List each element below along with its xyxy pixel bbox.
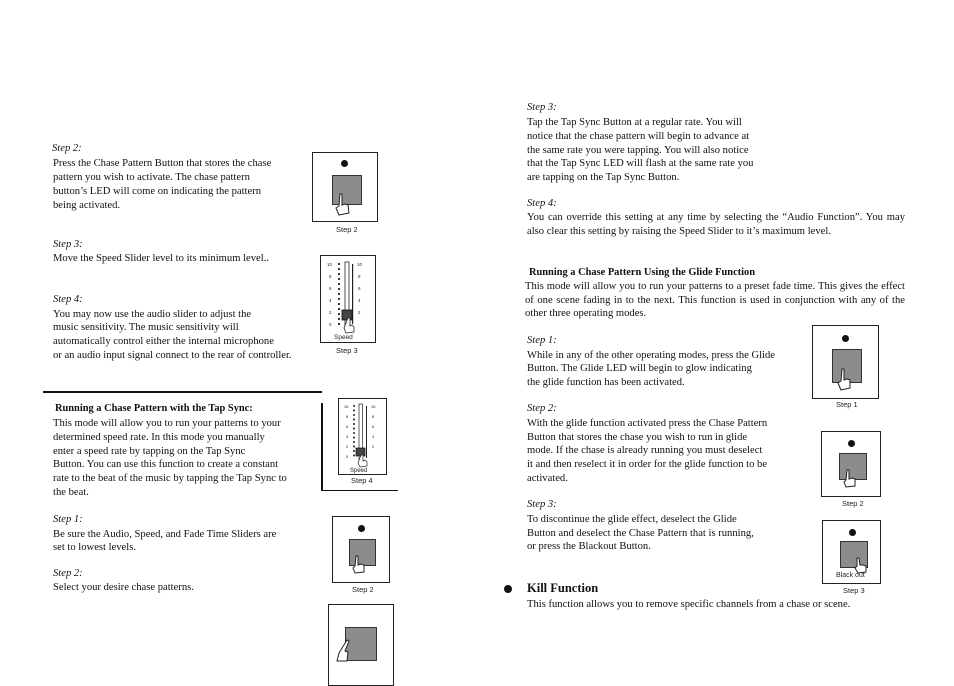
- step-label: Step 4:: [53, 294, 83, 305]
- body-line: To discontinue the glide effect, deselect the Glide: [527, 514, 737, 525]
- body-paragraph: This mode will allow you to run your patterns to a preset fade time. This gives the effect of one scene fading in to the next. This function is used in conjunction with any of the other three operating modes.: [525, 281, 905, 320]
- body-line: set to lowest levels.: [53, 542, 136, 553]
- body-line: rate to the beat of the music by tapping the Tap Sync to: [53, 473, 287, 484]
- step-label: Step 2:: [52, 143, 82, 154]
- scale-label: 4: [358, 298, 361, 303]
- led-indicator: [358, 525, 365, 532]
- slider-knob: [356, 448, 365, 456]
- scale-label: 10: [371, 404, 376, 409]
- scale-label: 2: [346, 444, 349, 449]
- chase-button-figure: [312, 152, 378, 222]
- section-divider-vertical: [321, 403, 323, 491]
- body-line: music sensitivity. The music sensitivity will: [53, 322, 239, 333]
- speed-slider-figure: [338, 398, 387, 475]
- pointing-hand-icon: [335, 193, 351, 217]
- body-line: enter a speed rate by tapping on the Tap Sync: [53, 446, 246, 457]
- section-heading: Running a Chase Pattern Using the Glide Function: [529, 267, 756, 278]
- body-line: are tapping on the Tap Sync Button.: [527, 172, 680, 183]
- step-label: Step 3:: [527, 499, 557, 510]
- slider-label: Speed: [350, 468, 368, 474]
- step-label: Step 1:: [53, 514, 83, 525]
- step-label: Step 4:: [527, 198, 557, 209]
- scale-label: 2: [372, 444, 375, 449]
- chase-button-figure: [332, 516, 390, 583]
- body-line: This mode will allow you to run your patterns to your: [53, 418, 281, 429]
- body-line: Button. You can use this function to create a constant: [53, 459, 279, 470]
- figure-caption: Step 2: [336, 225, 358, 234]
- body-line: Button and deselect the Chase Pattern that is running,: [527, 528, 754, 539]
- step-label: Step 3:: [53, 239, 83, 250]
- step-label: Step 2:: [53, 568, 83, 579]
- scale-label: 6: [329, 286, 332, 291]
- body-line: While in any of the other operating modes, press the Glide: [527, 350, 776, 361]
- scale-label: 6: [372, 424, 375, 429]
- body-line: With the glide function activated press the Chase Pattern: [527, 418, 768, 429]
- figure-caption: Step 3: [843, 586, 865, 595]
- chase-button-figure: [328, 604, 394, 686]
- figure-caption: Step 2: [352, 585, 374, 594]
- body-line: the glide function has been activated.: [527, 377, 685, 388]
- bullet-icon: [504, 585, 512, 593]
- body-line: notice that the chase pattern will begin to advance at: [527, 131, 750, 142]
- led-indicator: [848, 440, 855, 447]
- scale-label: 10: [327, 262, 333, 267]
- led-indicator: [842, 335, 849, 342]
- body-line: the same rate you were tapping. You will also notice: [527, 145, 749, 156]
- body-line: being activated.: [53, 200, 121, 211]
- body-line: automatically control either the internal microphone: [53, 336, 274, 347]
- slider-knob: [342, 310, 352, 320]
- body-line: This function allows you to remove specific channels from a chase or scene.: [527, 599, 851, 610]
- scale-label: 6: [358, 286, 361, 291]
- section-heading: Running a Chase Pattern with the Tap Sync:: [55, 403, 253, 414]
- scale-label: 0: [346, 454, 349, 459]
- section-divider: [43, 391, 322, 393]
- body-line: Tap the Tap Sync Button at a regular rate. You will: [527, 117, 742, 128]
- body-line: activated.: [527, 473, 568, 484]
- figure-caption: Step 1: [836, 400, 858, 409]
- body-line: pattern you wish to activate. The chase pattern: [53, 172, 250, 183]
- body-line: that the Tap Sync LED will flash at the same rate you: [527, 158, 754, 169]
- chase-button-figure: [821, 431, 881, 497]
- scale-label: 4: [346, 434, 349, 439]
- body-line: You may now use the audio slider to adjust the: [53, 309, 252, 320]
- figure-caption: Step 4: [351, 476, 373, 485]
- section-heading: Kill Function: [527, 581, 599, 595]
- led-indicator: [849, 529, 856, 536]
- section-divider: [321, 490, 398, 491]
- body-line: mode. If the chase is already running you must deselect: [527, 445, 763, 456]
- body-line: it and then reselect it in order for the glide function to be: [527, 459, 768, 470]
- pointing-hand-icon: [837, 368, 853, 392]
- pointing-hand-icon: [352, 555, 366, 575]
- scale-label: 2: [358, 310, 361, 315]
- body-line: Button. The Glide LED will begin to glow indicating: [527, 363, 752, 374]
- scale-label: 8: [372, 414, 375, 419]
- led-indicator: [341, 160, 348, 167]
- step-label: Step 3:: [527, 102, 557, 113]
- slider-label: Speed: [334, 334, 353, 341]
- pointing-hand-icon: [335, 639, 353, 663]
- step-label: Step 2:: [527, 403, 557, 414]
- figure-caption: Step 3: [336, 346, 358, 355]
- body-line: Be sure the Audio, Speed, and Fade Time Sliders are: [53, 529, 277, 540]
- scale-label: 0: [329, 322, 332, 327]
- body-line: determined speed rate. In this mode you manually: [53, 432, 265, 443]
- button-label: Black out: [836, 572, 865, 579]
- body-line: the beat.: [53, 487, 89, 498]
- body-line: Press the Chase Pattern Button that stores the chase: [53, 158, 272, 169]
- figure-caption: Step 2: [842, 499, 864, 508]
- body-paragraph: You can override this setting at any time by selecting the “Audio Function”. You may also clear this setting by raising the Speed Slider to it’s maximum level.: [527, 212, 905, 237]
- scale-label: 10: [344, 404, 349, 409]
- body-line: or press the Blackout Button.: [527, 541, 651, 552]
- step-label: Step 1:: [527, 335, 557, 346]
- scale-label: 8: [329, 274, 332, 279]
- scale-label: 8: [358, 274, 361, 279]
- blackout-button-figure: [822, 520, 881, 584]
- scale-label: 4: [329, 298, 332, 303]
- scale-label: 10: [357, 262, 363, 267]
- body-line: button’s LED will come on indicating the pattern: [53, 186, 262, 197]
- scale-label: 4: [372, 434, 375, 439]
- glide-button-figure: [812, 325, 879, 399]
- body-line: Button that stores the chase you wish to run in glide: [527, 432, 748, 443]
- scale-label: 2: [329, 310, 332, 315]
- scale-label: 8: [346, 414, 349, 419]
- speed-slider-figure: [320, 255, 376, 343]
- body-line: Move the Speed Slider level to its minimum level..: [53, 253, 269, 264]
- body-line: or an audio input signal connect to the rear of controller.: [53, 350, 292, 361]
- body-line: Select your desire chase patterns.: [53, 582, 194, 593]
- scale-label: 6: [346, 424, 349, 429]
- pointing-hand-icon: [843, 469, 857, 489]
